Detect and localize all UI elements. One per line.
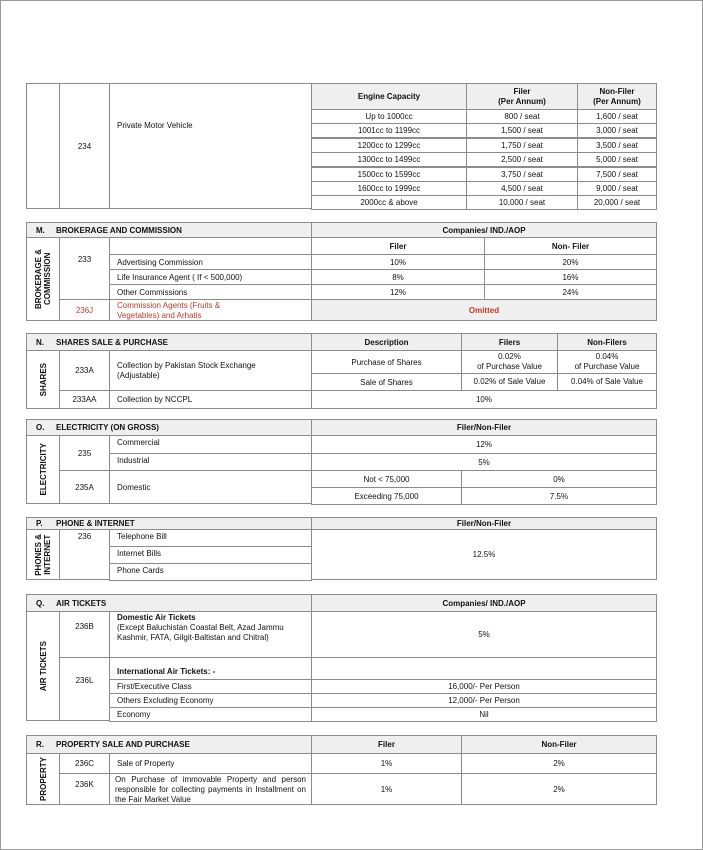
air-intl-rate: 12,000/- Per Person [311,693,657,708]
electricity-table [26,419,657,504]
filer-rate-cell: 4,500 / seat [466,181,578,196]
brokerage-filer-subheader: Filer [311,237,485,255]
section-title: BROKERAGE AND COMMISSION [56,225,182,235]
shares-code-233a: 233A [59,350,110,391]
brokerage-omitted: Omitted [311,299,657,321]
brokerage-desc-cell: Advertising Commission [109,254,312,270]
shares-desc-cell: Purchase of Shares [311,350,462,374]
property-table [26,735,657,805]
shares-side-label-cell [26,350,60,409]
property-section-header [26,735,312,754]
engine-capacity-header: Engine Capacity [311,83,467,110]
shares-desc-233aa: Collection by NCCPL [109,390,312,409]
brokerage-header-right: Companies/ IND./AOP [311,222,657,238]
filer-rate-cell: 1,750 / seat [466,138,578,153]
shares-section-header [26,333,312,351]
property-desc: On Purchase of immovable Property and person responsible for collecting payments in Installment on the Fair Market Value [109,773,312,805]
non-filer-rate-cell: 5,000 / seat [577,152,657,167]
brokerage-desc-cell: Life Insurance Agent ( If < 500,000) [109,269,312,285]
shares-table [26,333,657,409]
air-code-236l: 236L [59,657,110,721]
shares-description-header: Description [311,333,462,351]
brokerage-side-label-cell [26,237,60,321]
filer-rate-cell: 10,000 / seat [466,195,578,210]
phones-side-label: PHONES & INTERNET [34,533,52,576]
shares-desc-233a: Collection by Pakistan Stock Exchange (Adjustable) [109,350,312,391]
engine-capacity-cell: 1300cc to 1499cc [311,152,467,167]
shares-filer-cell: 0.02% of Sale Value [461,373,558,391]
air-intl-rate: 16,000/- Per Person [311,679,657,694]
vehicle-description: Private Motor Vehicle [109,83,312,209]
electricity-section-header [26,419,312,436]
phones-item: Phone Cards [109,563,312,581]
engine-capacity-cell: 1600cc to 1999cc [311,181,467,196]
filer-rate-cell: 2,500 / seat [466,152,578,167]
non-filer-rate-cell: 3,000 / seat [577,123,657,138]
brokerage-filer-cell: 8% [311,269,485,285]
non-filer-rate-cell: 7,500 / seat [577,167,657,182]
brokerage-desc-blank [109,237,312,255]
brokerage-non-filer-cell: 24% [484,284,657,300]
property-non-filer-header: Non-Filer [461,735,657,754]
section-title: PROPERTY SALE AND PURCHASE [56,740,190,749]
shares-desc-cell: Sale of Shares [311,373,462,391]
shares-filer-cell: 0.02% of Purchase Value [461,350,558,374]
filer-rate-cell: 800 / seat [466,109,578,124]
engine-capacity-cell: Up to 1000cc [311,109,467,124]
electricity-domestic-slab: Exceeding 75,000 [311,487,462,505]
brokerage-code-236j: 236J [59,299,110,321]
engine-capacity-cell: 1001cc to 1199cc [311,123,467,138]
air-domestic-rate: 5% [311,611,657,658]
phones-header-right: Filer/Non-Filer [311,517,657,530]
property-side-label: PROPERTY [38,756,48,801]
engine-capacity-cell: 1200cc to 1299cc [311,138,467,153]
electricity-code-235: 235 [59,435,110,471]
air-side-label-cell [26,611,60,721]
air-intl-class: First/Executive Class [109,679,312,694]
brokerage-desc-cell: Other Commissions [109,284,312,300]
shares-filers-header: Filers [461,333,558,351]
brokerage-table [26,222,657,321]
property-desc: Sale of Property [109,753,312,774]
property-filer-rate: 1% [311,753,462,774]
phones-rate: 12.5% [311,529,657,580]
brokerage-omitted-desc: Commission Agents (Fruits & Vegetables) and Arhatis [109,299,312,321]
electricity-industrial-rate: 5% [311,453,657,471]
phones-side-label-cell [26,529,60,580]
shares-side-label: SHARES [38,362,48,397]
shares-code-233aa: 233AA [59,390,110,409]
property-non-filer-rate: 2% [461,773,657,805]
phones-item: Telephone Bill [109,529,312,547]
air-intl-class: Others Excluding Economy [109,693,312,708]
brokerage-code-233: 233 [59,237,110,300]
non-filer-header: Non-Filer (Per Annum) [577,83,657,110]
non-filer-rate-cell: 1,600 / seat [577,109,657,124]
section-letter: O. [36,423,45,432]
electricity-side-label-cell [26,435,60,504]
phones-item: Internet Bills [109,546,312,564]
section-letter: Q. [36,598,45,608]
brokerage-filer-cell: 12% [311,284,485,300]
brokerage-side-label: BROKERAGE & COMMISSION [34,248,52,309]
electricity-code-235a: 235A [59,470,110,504]
electricity-domestic: Domestic [109,470,312,504]
electricity-header-right: Filer/Non-Filer [311,419,657,436]
air-domestic-desc: (Except Baluchistan Coastal Belt, Azad Jammu Kashmir, FATA, Gilgit-Baltistan and Chitral) [117,623,284,642]
air-code-236b: 236B [59,611,110,658]
section-title: AIR TICKETS [56,598,107,608]
property-code: 236K [59,773,110,805]
air-side-label: AIR TICKETS [38,640,48,692]
electricity-commercial: Commercial [109,435,312,454]
brokerage-non-filer-cell: 16% [484,269,657,285]
brokerage-non-filer-cell: 20% [484,254,657,270]
shares-non-filer-cell: 0.04% of Purchase Value [557,350,657,374]
property-filer-rate: 1% [311,773,462,805]
property-code: 236C [59,753,110,774]
shares-non-filer-cell: 0.04% of Sale Value [557,373,657,391]
non-filer-rate-cell: 3,500 / seat [577,138,657,153]
section-letter: R. [36,740,44,749]
section-letter: P. [36,519,43,528]
non-filer-rate-cell: 9,000 / seat [577,181,657,196]
air-domestic-cell [109,611,312,658]
air-intl-blank [311,657,657,680]
brokerage-filer-cell: 10% [311,254,485,270]
air-intl-class: Economy [109,707,312,722]
phones-code-236: 236 [59,529,110,580]
brokerage-section-header [26,222,312,238]
vehicle-section-code: 234 [59,83,110,209]
property-non-filer-rate: 2% [461,753,657,774]
engine-capacity-cell: 1500cc to 1599cc [311,167,467,182]
phones-table [26,517,657,580]
shares-non-filers-header: Non-Filers [557,333,657,351]
section-title: ELECTRICITY (ON GROSS) [56,423,159,432]
property-side-label-cell [26,753,60,805]
section-title: SHARES SALE & PURCHASE [56,337,169,347]
electricity-commercial-rate: 12% [311,435,657,454]
section-title: PHONE & INTERNET [56,519,135,528]
shares-rate-233aa: 10% [311,390,657,409]
air-intl-title: International Air Tickets: - [109,657,312,680]
electricity-domestic-rate: 0% [461,470,657,488]
air-tickets-table [26,594,657,721]
section-letter: N. [36,337,44,347]
electricity-domestic-rate: 7.5% [461,487,657,505]
electricity-side-label: ELECTRICITY [38,443,48,496]
filer-rate-cell: 1,500 / seat [466,123,578,138]
vehicle-blank-cell [26,83,60,209]
air-header-right: Companies/ IND./AOP [311,594,657,612]
filer-header: Filer (Per Annum) [466,83,578,110]
non-filer-rate-cell: 20,000 / seat [577,195,657,210]
property-filer-header: Filer [311,735,462,754]
brokerage-non-filer-subheader: Non- Filer [484,237,657,255]
air-intl-rate: Nil [311,707,657,722]
air-domestic-title: Domestic Air Tickets [117,613,196,622]
section-letter: M. [36,225,45,235]
vehicle-tax-table [26,83,657,209]
filer-rate-cell: 3,750 / seat [466,167,578,182]
air-section-header [26,594,312,612]
engine-capacity-cell: 2000cc & above [311,195,467,210]
electricity-industrial: Industrial [109,453,312,471]
electricity-domestic-slab: Not < 75,000 [311,470,462,488]
